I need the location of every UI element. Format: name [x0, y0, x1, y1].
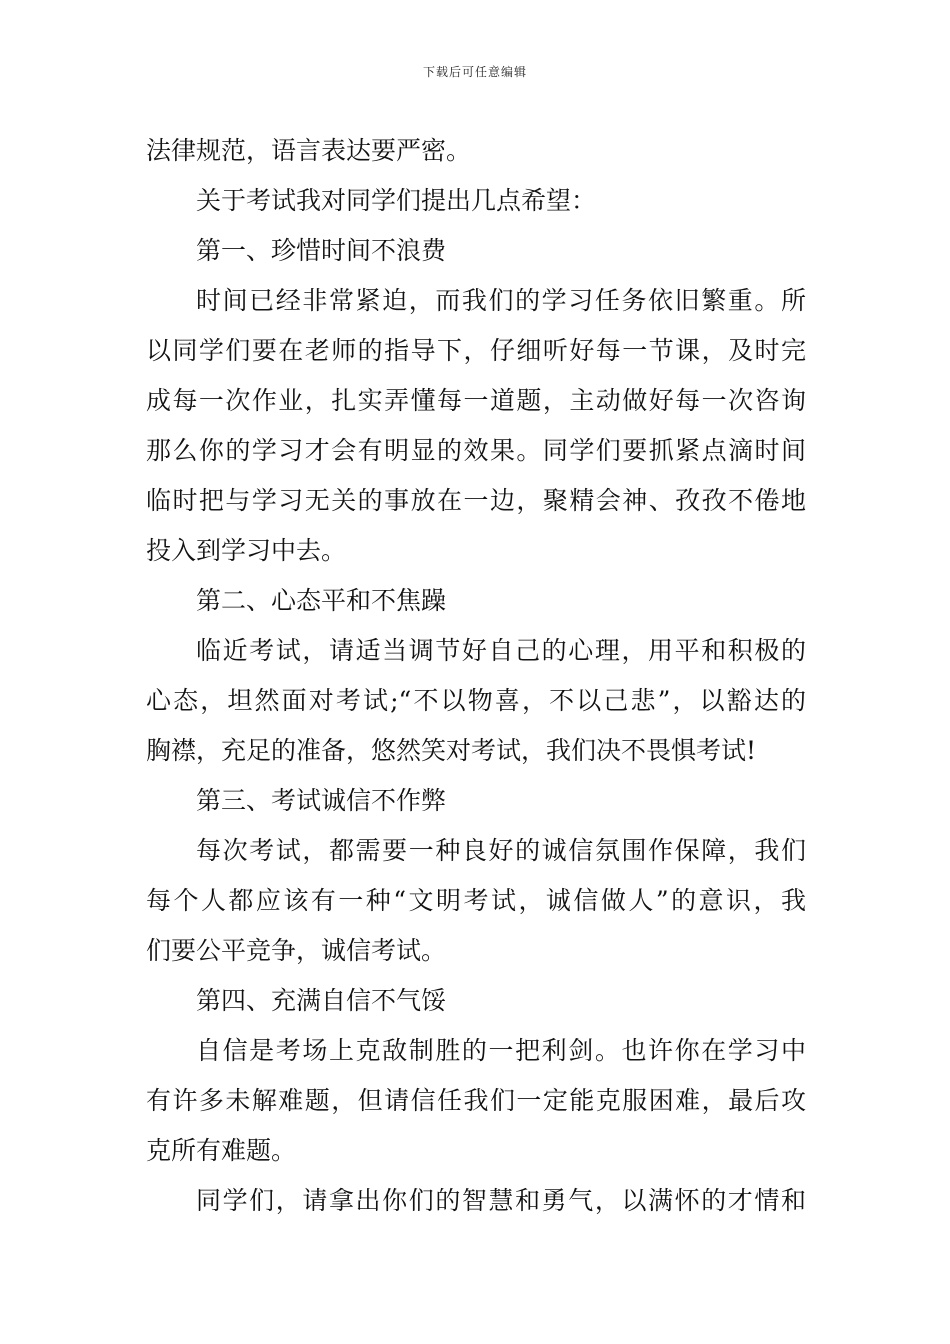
text-line: 第三、考试诚信不作弊: [196, 786, 447, 815]
text-line: 克所有难题。: [146, 1136, 297, 1165]
text-line: 那么你的学习才会有明显的效果。同学们要抓紧点滴时间: [146, 436, 806, 465]
text-line: 胸襟，充足的准备，悠然笑对考试，我们决不畏惧考试!: [146, 736, 757, 765]
text-line: 每个人都应该有一种“文明考试，诚信做人”的意识，我: [146, 886, 806, 915]
text-line: 们要公平竞争，诚信考试。: [146, 936, 447, 965]
text-line: 同学们，请拿出你们的智慧和勇气，以满怀的才情和: [196, 1186, 806, 1215]
page-header-note: 下载后可任意编辑: [422, 65, 527, 79]
text-line: 法律规范，语言表达要严密。: [146, 136, 472, 165]
text-line: 临近考试，请适当调节好自己的心理，用平和积极的: [196, 636, 806, 665]
text-line: 成每一次作业，扎实弄懂每一道题，主动做好每一次咨询: [146, 386, 806, 415]
text-line: 心态，坦然面对考试;“不以物喜，不以己悲”，以豁达的: [146, 686, 806, 715]
text-line: 第四、充满自信不气馁: [196, 986, 447, 1015]
text-line: 以同学们要在老师的指导下，仔细听好每一节课，及时完: [146, 336, 806, 365]
text-line: 第一、珍惜时间不浪费: [196, 236, 447, 265]
text-line: 关于考试我对同学们提出几点希望：: [196, 186, 597, 215]
text-line: 第二、心态平和不焦躁: [196, 586, 447, 615]
text-line: 投入到学习中去。: [146, 536, 347, 565]
document-body: [146, 126, 806, 1226]
text-line: 有许多未解难题，但请信任我们一定能克服困难，最后攻: [146, 1086, 806, 1115]
text-line: 临时把与学习无关的事放在一边，聚精会神、孜孜不倦地: [146, 486, 806, 515]
text-line: 每次考试，都需要一种良好的诚信氛围作保障，我们: [196, 836, 806, 865]
text-line: 时间已经非常紧迫，而我们的学习任务依旧繁重。所: [196, 286, 806, 315]
text-line: 自信是考场上克敌制胜的一把利剑。也许你在学习中: [196, 1036, 806, 1065]
